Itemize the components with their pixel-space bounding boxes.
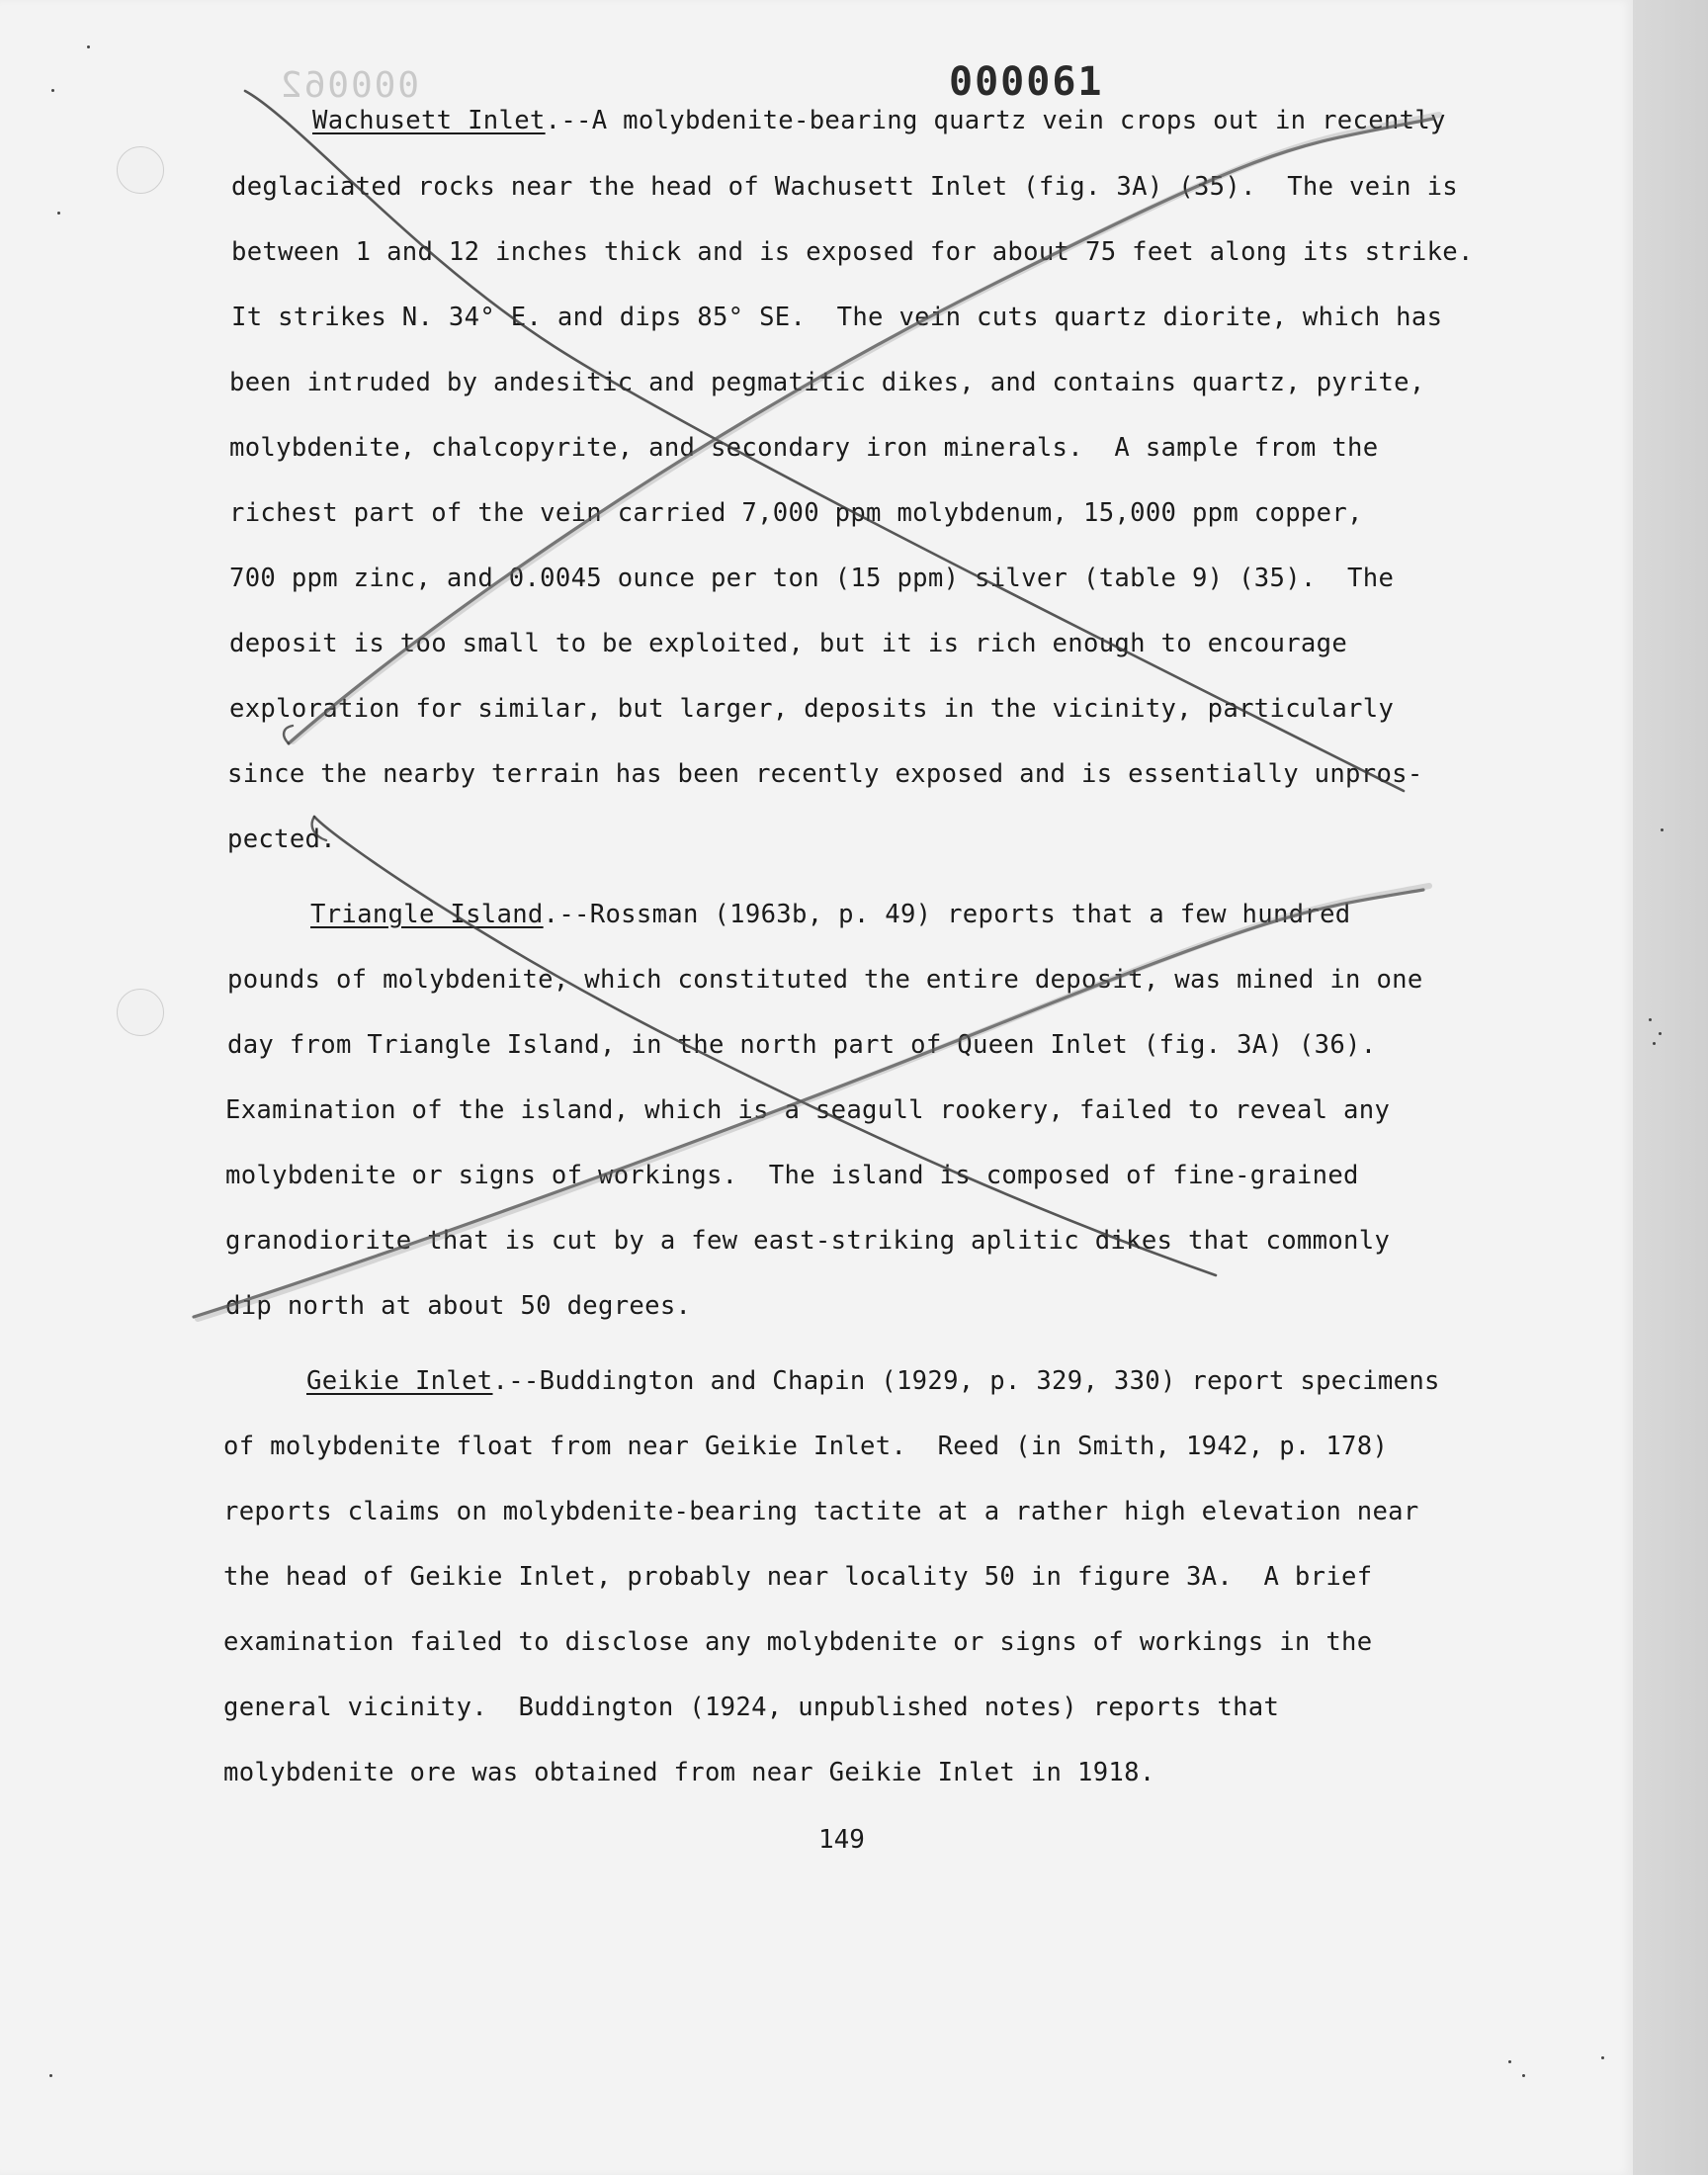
line-text: .--A molybdenite-bearing quartz vein crops out in recently bbox=[545, 106, 1446, 135]
paragraph-line bbox=[306, 1366, 1440, 1396]
paragraph-line: molybdenite or signs of workings. The island is composed of fine-grained bbox=[225, 1161, 1359, 1190]
paragraph-line: deglaciated rocks near the head of Wachusett Inlet (fig. 3A) (35). The vein is bbox=[231, 172, 1458, 202]
page-number: 149 bbox=[818, 1825, 865, 1855]
paragraph-line: of molybdenite float from near Geikie Inlet. Reed (in Smith, 1942, p. 178) bbox=[223, 1432, 1389, 1461]
paragraph-line: general vicinity. Buddington (1924, unpublished notes) reports that bbox=[223, 1693, 1280, 1722]
stamp-ghost-number: 000062 bbox=[279, 65, 420, 106]
paragraph-line: pounds of molybdenite, which constituted the entire deposit, was mined in one bbox=[227, 965, 1423, 995]
page-edge bbox=[1633, 0, 1708, 2175]
punch-hole-top bbox=[117, 146, 164, 194]
paragraph-line: dip north at about 50 degrees. bbox=[225, 1291, 692, 1321]
paragraph-line: examination failed to disclose any molybdenite or signs of workings in the bbox=[223, 1627, 1373, 1657]
scan-speck bbox=[1661, 828, 1664, 831]
scan-speck bbox=[57, 212, 60, 215]
paragraph-line: It strikes N. 34° E. and dips 85° SE. The vein cuts quartz diorite, which has bbox=[231, 303, 1443, 332]
scan-speck bbox=[87, 45, 90, 48]
section-heading: Triangle Island bbox=[310, 900, 544, 929]
paragraph-line: between 1 and 12 inches thick and is exposed for about 75 feet along its strike. bbox=[231, 237, 1474, 267]
scan-speck bbox=[1659, 1032, 1662, 1035]
stamp-number: 000061 bbox=[949, 59, 1104, 105]
paragraph-line: Examination of the island, which is a seagull rookery, failed to reveal any bbox=[225, 1095, 1391, 1125]
paragraph-line: reports claims on molybdenite-bearing tactite at a rather high elevation near bbox=[223, 1497, 1419, 1526]
scan-speck bbox=[1649, 1018, 1652, 1021]
paragraph-line: granodiorite that is cut by a few east-striking aplitic dikes that commonly bbox=[225, 1226, 1391, 1256]
section-heading: Geikie Inlet bbox=[306, 1366, 493, 1396]
paragraph-line: deposit is too small to be exploited, but it is rich enough to encourage bbox=[229, 629, 1348, 658]
scan-speck bbox=[1508, 2060, 1511, 2063]
paragraph-line: since the nearby terrain has been recently exposed and is essentially unpros- bbox=[227, 759, 1423, 789]
line-text: .--Rossman (1963b, p. 49) reports that a few hundred bbox=[543, 900, 1351, 929]
paragraph-line: the head of Geikie Inlet, probably near locality 50 in figure 3A. A brief bbox=[223, 1562, 1373, 1592]
paragraph-line: 700 ppm zinc, and 0.0045 ounce per ton (15 ppm) silver (table 9) (35). The bbox=[229, 564, 1395, 593]
scan-speck bbox=[49, 2074, 52, 2077]
scan-speck bbox=[1601, 2056, 1604, 2059]
punch-hole-middle bbox=[117, 989, 164, 1036]
line-text: .--Buddington and Chapin (1929, p. 329, 330) report specimens bbox=[492, 1366, 1440, 1396]
paragraph-line: molybdenite ore was obtained from near Geikie Inlet in 1918. bbox=[223, 1758, 1155, 1787]
scan-speck bbox=[1522, 2074, 1525, 2077]
paragraph-line: molybdenite, chalcopyrite, and secondary iron minerals. A sample from the bbox=[229, 433, 1379, 463]
paragraph-line: richest part of the vein carried 7,000 ppm molybdenum, 15,000 ppm copper, bbox=[229, 498, 1363, 528]
paragraph-line: day from Triangle Island, in the north part of Queen Inlet (fig. 3A) (36). bbox=[227, 1030, 1377, 1060]
section-heading: Wachusett Inlet bbox=[312, 106, 546, 135]
paragraph-line: exploration for similar, but larger, deposits in the vicinity, particularly bbox=[229, 694, 1395, 724]
paragraph-line: pected. bbox=[227, 825, 336, 854]
paragraph-line bbox=[310, 900, 1351, 929]
scan-speck bbox=[51, 89, 54, 92]
scan-speck bbox=[1653, 1042, 1656, 1045]
paragraph-line bbox=[312, 106, 1446, 135]
paragraph-line: been intruded by andesitic and pegmatitic dikes, and contains quartz, pyrite, bbox=[229, 368, 1425, 397]
